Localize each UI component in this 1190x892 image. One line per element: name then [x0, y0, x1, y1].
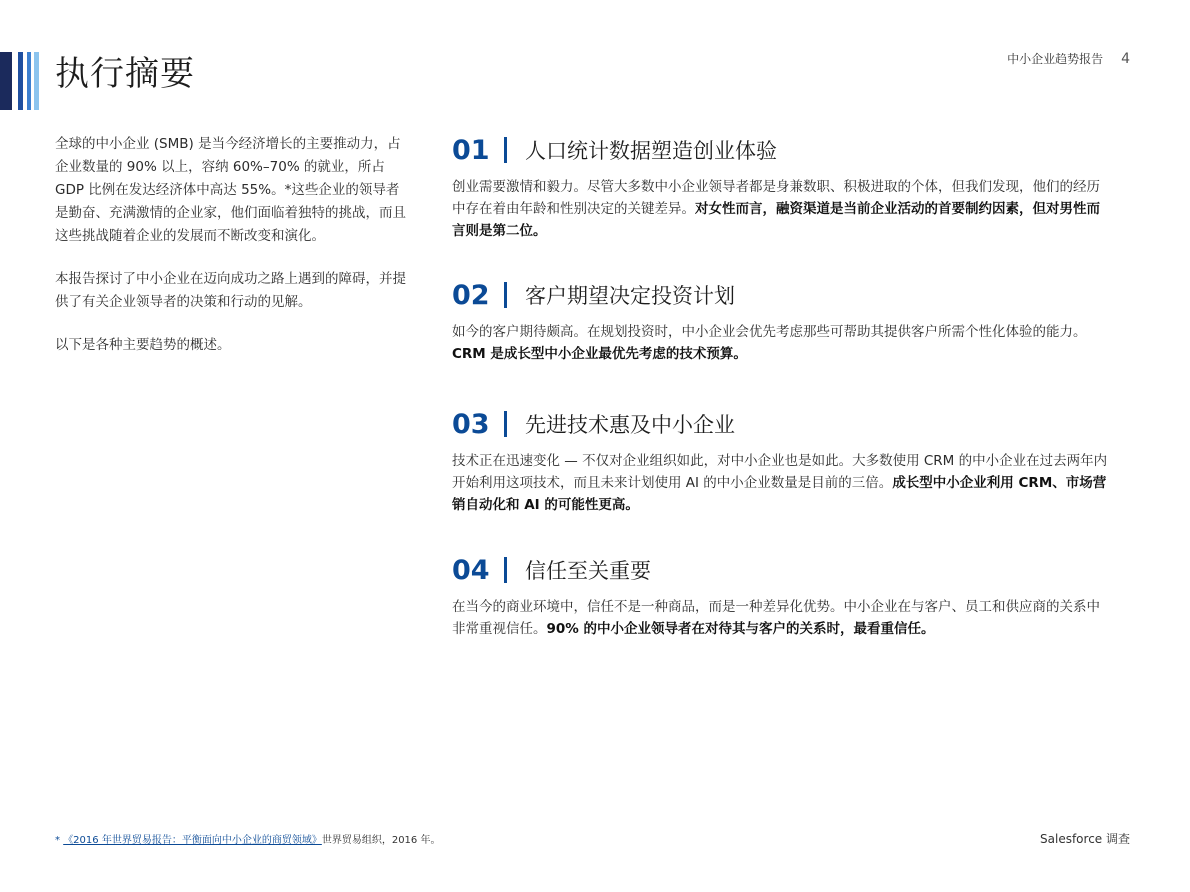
page-number: 4 [1121, 50, 1130, 67]
section-body: 如今的客户期待颇高。在规划投资时，中小企业会优先考虑那些可帮助其提供客户所需个性化体验的能力。CRM 是成长型中小企业最优先考虑的技术预算。 [452, 324, 1087, 362]
intro-paragraph: 全球的中小企业 (SMB) 是当今经济增长的主要推动力，占企业数量的 90% 以上，容纳 60%–70% 的就业，所占 GDP 比例在发达经济体中高达 55%。*这些企业的领导者是勤奋、充满激情的企业家，他们面临着独特的挑战，而且这些挑战随着企业的发展而不断改变和演化。 [55, 136, 406, 244]
section-highlight: CRM 是成长型中小企业最优先考虑的技术预算。 [452, 346, 747, 362]
section-divider [504, 411, 507, 437]
section-title: 先进技术惠及中小企业 [525, 413, 735, 437]
section-divider [504, 282, 507, 308]
trend-section-03 [452, 406, 1112, 516]
section-body: 创业需要激情和毅力。尽管大多数中小企业领导者都是身兼数职、积极进取的个体，但我们发现，他们的经历中存在着由年龄和性别决定的关键差异。对女性而言，融资渠道是当前企业活动的首要制约因素，但对男性而言则是第二位。 [452, 179, 1100, 239]
brand-label: Salesforce 调查 [1040, 832, 1130, 846]
section-body: 技术正在迅速变化 — 不仅对企业组织如此，对中小企业也是如此。大多数使用 CRM 的中小企业在过去两年内开始利用这项技术，而且未来计划使用 AI 的中小企业数量是目前的三倍。成长型中小企业利用 CRM、市场营销自动化和 AI 的可能性更高。 [452, 453, 1108, 513]
section-title: 客户期望决定投资计划 [525, 284, 735, 308]
footnote [55, 831, 440, 846]
trend-section-04 [452, 552, 1112, 640]
footnote-marker: * [55, 835, 60, 846]
intro-paragraph: 本报告探讨了中小企业在迈向成功之路上遇到的障碍，并提供了有关企业领导者的决策和行动的见解。 [55, 271, 406, 310]
brand-stripes [0, 52, 39, 110]
section-highlight: 成长型中小企业利用 CRM、市场营销自动化和 AI 的可能性更高。 [452, 475, 1107, 513]
intro-paragraph: 以下是各种主要趋势的概述。 [55, 337, 231, 353]
section-highlight: 90% 的中小企业领导者在对待其与客户的关系时，最看重信任。 [546, 621, 935, 637]
intro-column [55, 133, 410, 377]
section-number: 01 [452, 134, 490, 166]
section-divider [504, 557, 507, 583]
footnote-source-link[interactable]: 《2016 年世界贸易报告：平衡面向中小企业的商贸领域》 [63, 835, 322, 846]
section-highlight: 对女性而言，融资渠道是当前企业活动的首要制约因素，但对男性而言则是第二位。 [452, 201, 1100, 239]
trend-section-01 [452, 132, 1112, 242]
section-divider [504, 137, 507, 163]
trend-section-02 [452, 277, 1112, 365]
section-number: 03 [452, 408, 490, 440]
section-title: 信任至关重要 [525, 559, 651, 583]
section-body: 在当今的商业环境中，信任不是一种商品，而是一种差异化优势。中小企业在与客户、员工和供应商的关系中非常重视信任。90% 的中小企业领导者在对待其与客户的关系时，最看重信任。 [452, 599, 1100, 637]
footnote-source-text: 世界贸易组织，2016 年。 [321, 835, 441, 846]
section-number: 04 [452, 554, 490, 586]
page-header-meta [1007, 50, 1130, 67]
report-name: 中小企业趋势报告 [1007, 52, 1104, 66]
section-title: 人口统计数据塑造创业体验 [525, 139, 777, 163]
section-number: 02 [452, 279, 490, 311]
page-title: 执行摘要 [55, 54, 195, 94]
